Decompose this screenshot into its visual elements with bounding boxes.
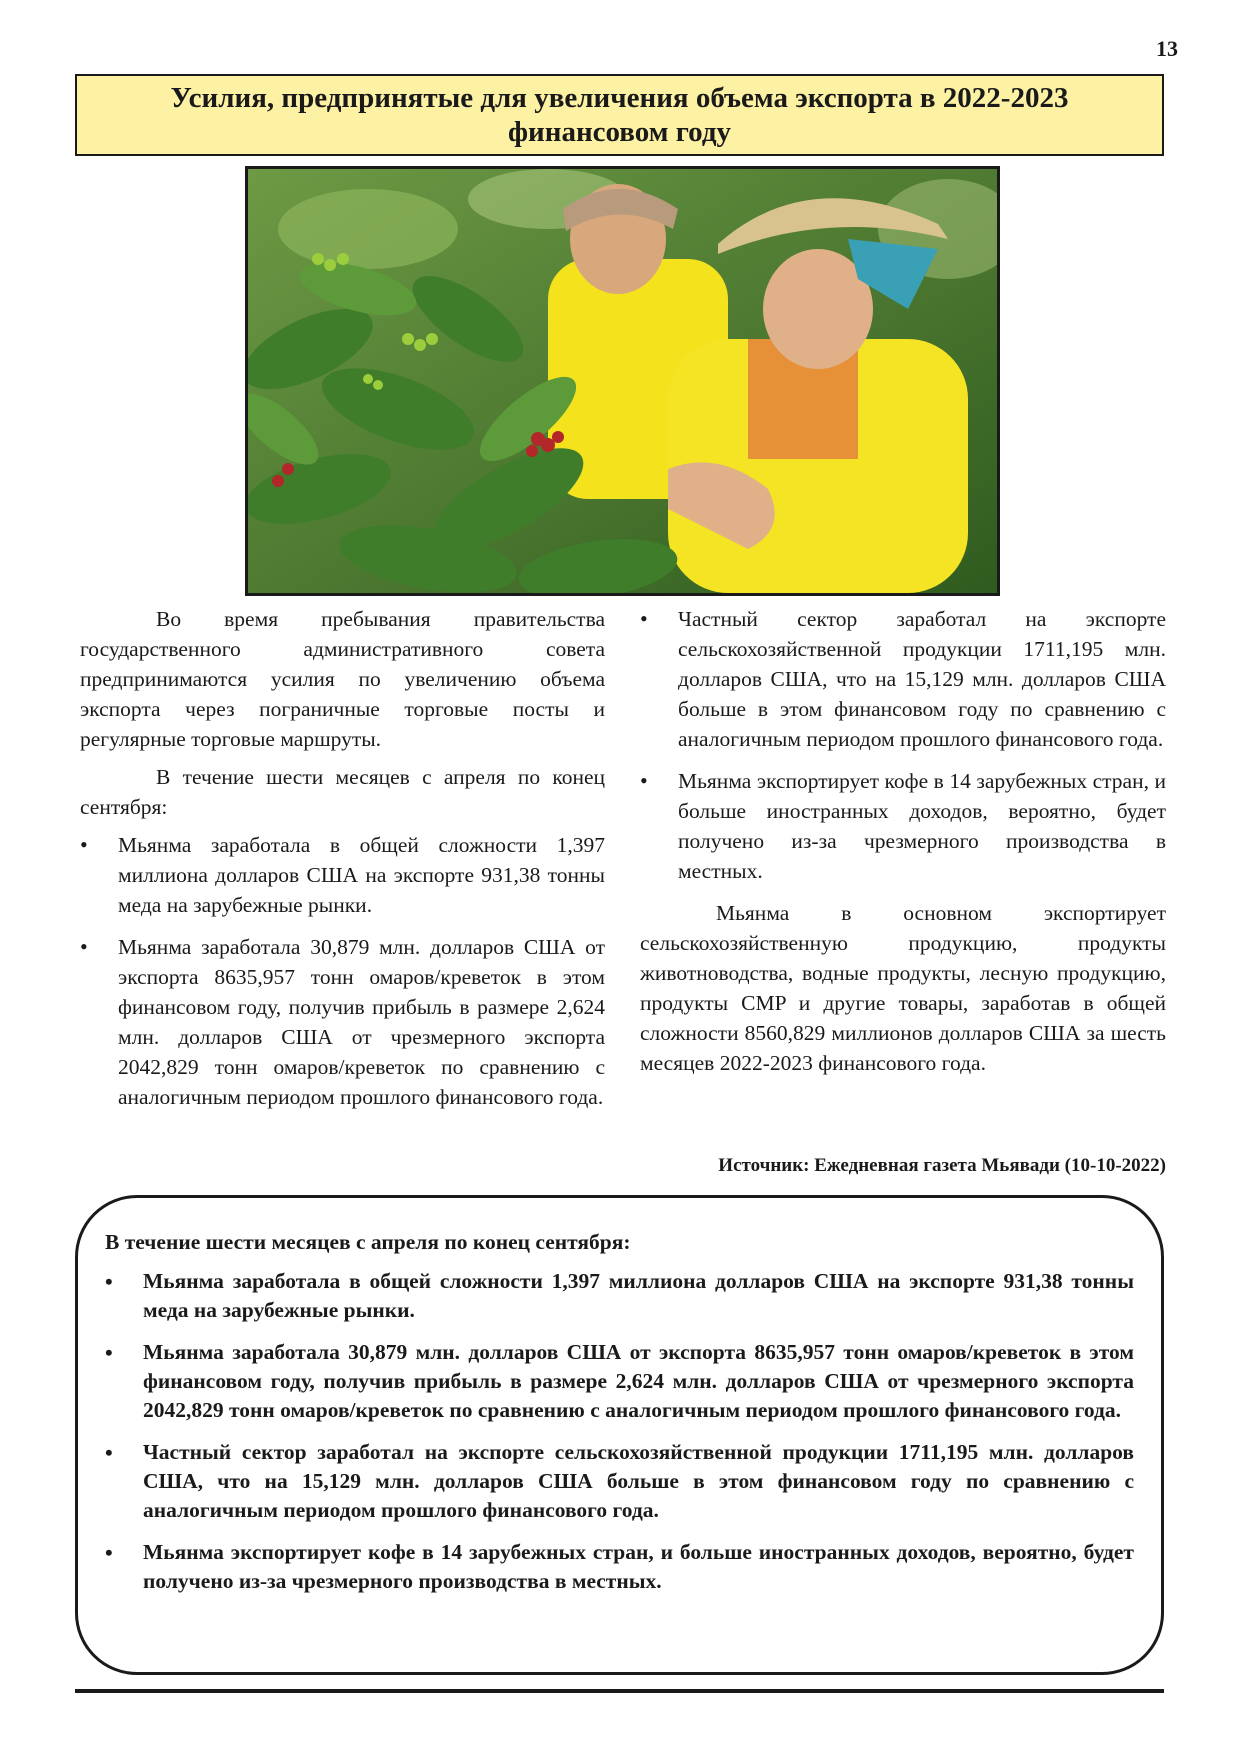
coffee-harvest-photo (245, 166, 1000, 596)
left-column (80, 604, 605, 1124)
period-paragraph: В течение шести месяцев с апреля по конец сентября: (80, 765, 605, 819)
list-item: • Мьянма экспортирует кофе в 14 зарубежных стран, и больше иностранных доходов, вероятно, будет получено из-за чрезмерного производства в местных. (105, 1538, 1134, 1596)
summary-bullet-list (105, 1267, 1134, 1596)
summary-lead: В течение шести месяцев с апреля по конец сентября: (105, 1230, 631, 1254)
closing-paragraph: Мьянма в основном экспортирует сельскохозяйственную продукцию, продукты животноводства, водные продукты, лесную продукцию, продукты CMP и другие товары, заработав в общей сложности 8560,829 миллионов долларов США за шесть месяцев 2022-2023 финансового года. (640, 901, 1166, 1075)
left-bullet-list (80, 830, 605, 1112)
list-item: • Мьянма заработала 30,879 млн. долларов США от экспорта 8635,957 тонн омаров/креветок в этом финансовом году, получив прибыль в размере 2,624 млн. долларов США от чрезмерного экспорта 2042,829 тонн омаров/креветок по сравнению с аналогичным периодом прошлого финансового года. (105, 1338, 1134, 1425)
list-item: • Мьянма заработала в общей сложности 1,397 миллиона долларов США на экспорте 931,38 тонны меда на зарубежные рынки. (105, 1267, 1134, 1325)
bottom-divider (75, 1689, 1164, 1693)
right-bullet-list (640, 604, 1166, 886)
page-number: 13 (1156, 36, 1178, 61)
page-title: Усилия, предпринятые для увеличения объема экспорта в 2022-2023 финансовом году (75, 74, 1164, 156)
list-item: • Мьянма заработала 30,879 млн. долларов США от экспорта 8635,957 тонн омаров/креветок в этом финансовом году, получив прибыль в размере 2,624 млн. долларов США от чрезмерного экспорта 2042,829 тонн омаров/креветок по сравнению с аналогичным периодом прошлого финансового года. (80, 932, 605, 1112)
right-column (640, 604, 1166, 1086)
list-item: • Мьянма экспортирует кофе в 14 зарубежных стран, и больше иностранных доходов, вероятно, будет получено из-за чрезмерного производства в местных. (640, 766, 1166, 886)
list-item: • Частный сектор заработал на экспорте сельскохозяйственной продукции 1711,195 млн. долларов США, что на 15,129 млн. долларов США больше в этом финансовом году по сравнению с аналогичным периодом прошлого финансового года. (105, 1438, 1134, 1525)
source-citation: Источник: Ежедневная газета Мьявади (10-10-2022) (718, 1155, 1166, 1176)
list-item: • Мьянма заработала в общей сложности 1,397 миллиона долларов США на экспорте 931,38 тонны меда на зарубежные рынки. (80, 830, 605, 920)
intro-paragraph: Во время пребывания правительства государственного административного совета предпринимаются усилия по увеличению объема экспорта через пограничные торговые посты и регулярные торговые маршруты. (80, 607, 605, 751)
summary-box (75, 1195, 1164, 1675)
list-item: • Частный сектор заработал на экспорте сельскохозяйственной продукции 1711,195 млн. долларов США, что на 15,129 млн. долларов США больше в этом финансовом году по сравнению с аналогичным периодом прошлого финансового года. (640, 604, 1166, 754)
